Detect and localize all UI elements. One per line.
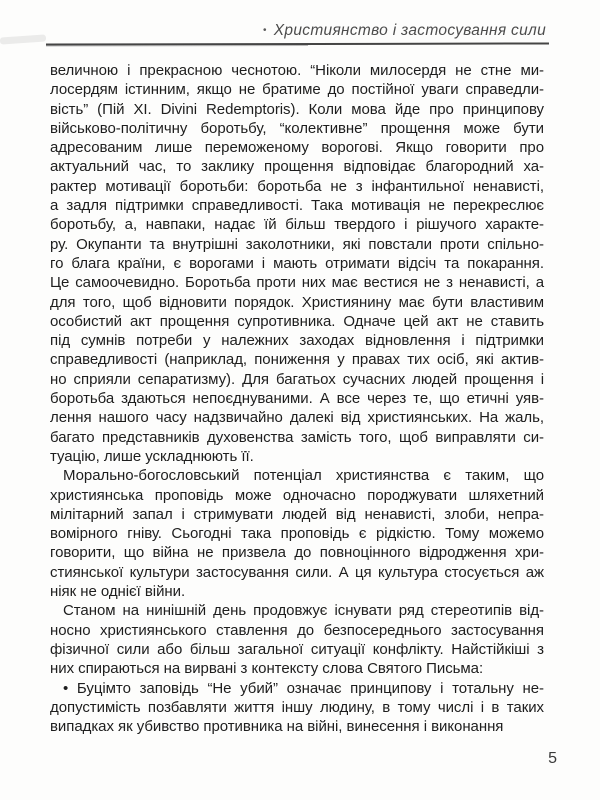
paragraph xyxy=(50,466,544,601)
text-line: християнська проповідь може одночасно породжувати шляхетний xyxy=(50,486,544,504)
body-text-block xyxy=(50,61,544,736)
paragraph xyxy=(50,61,544,466)
text-line: а задля підтримки справедливості. Така мотивація не перекреслює xyxy=(50,197,544,215)
header-bullet-icon: • xyxy=(262,25,267,36)
paragraph xyxy=(50,679,544,737)
text-line: лосердям істинним, якщо не братиме до постійної уваги справедли- xyxy=(50,81,544,99)
scan-smudge-artifact xyxy=(0,34,46,44)
text-line: ніяк не однієї війни. xyxy=(50,583,186,601)
text-line: носно християнського ставлення до безпосереднього застосування xyxy=(50,621,544,639)
text-line: вість” (Пій XI. Divini Redemptoris). Коли мова йде про принципову xyxy=(50,100,544,118)
text-line: багато представників духовенства замість того, щоб виправляти си- xyxy=(50,428,544,446)
text-line: під сумнів потреби у належних заходах відновлення і підтримки xyxy=(50,332,544,350)
text-line: стиянської культури застосування сили. А ця культура стосується аж xyxy=(50,563,544,581)
text-line: них спираються на вирвані з контексту слова Святого Письма: xyxy=(50,660,484,678)
text-line: мілітарний запал і стримувати людей від ненависті, злоби, непра- xyxy=(50,505,544,523)
text-line: особистий акт прощення супротивника. Одначе цей акт не ставить xyxy=(50,312,544,330)
running-header-title: Християнство і застосування сили xyxy=(273,22,546,39)
text-line: випадках як убивство противника на війні, винесення і виконання xyxy=(50,718,504,736)
text-line: військово-політичну боротьбу, “колективне” прощення може бути xyxy=(50,119,544,137)
text-line: туацію, лише ускладнюють її. xyxy=(50,447,254,465)
text-line: фізичної сили або більш загальної ситуації конфлікту. Найстійкіші з xyxy=(50,640,544,658)
text-line: актуальний час, то заклику прощення відповідає благородний ха- xyxy=(50,158,544,176)
text-line: говорити, що війна не призвела до повноцінного відродження хри- xyxy=(50,544,544,562)
header-rule-divider xyxy=(46,42,549,45)
text-line: рактер мотивації боротьби: боротьба не з інфантильної ненависті, xyxy=(50,177,544,195)
text-line: Станом на нинішній день продовжує існувати ряд стереотипів від- xyxy=(63,602,544,620)
text-line: допустимість позбавляти життя іншу людину, в тому числі і в таких xyxy=(50,698,544,716)
text-line: боротьба здаються непоєднуваними. А все через те, що етичні уяв- xyxy=(50,390,544,408)
text-line: но сприяли сепаратизму). Для багатьох сучасних людей прощення і xyxy=(50,370,544,388)
paragraph xyxy=(50,601,544,678)
text-line: величною і прекрасною чеснотою. “Ніколи милосердя не стне ми- xyxy=(50,62,544,79)
text-line: вомірного гніву. Сьогодні така проповідь є рідкістю. Тому можемо xyxy=(50,525,544,543)
page-number: 5 xyxy=(548,750,557,767)
text-line: боротьбу, а, навпаки, надає їй більш твердого і рішучого характе- xyxy=(50,216,544,234)
text-line: Морально-богословський потенціал християнства є таким, що xyxy=(63,467,544,485)
text-line: адресованим лише переможеному ворогові. Якщо говорити про xyxy=(50,139,544,157)
text-line: лення нашого часу надзвичайно далекі від християнських. На жаль, xyxy=(50,409,544,427)
running-header xyxy=(50,22,546,40)
text-line: справедливості (наприклад, пониження у правах тих осіб, які актив- xyxy=(50,351,544,369)
text-line: для того, щоб відновити порядок. Християнину має бути властивим xyxy=(50,293,544,311)
text-line: го блага країни, є ворогами і мають отримати відсіч та покарання. xyxy=(50,254,544,272)
text-line: Це самоочевидно. Боротьба проти них має вестися не з ненависті, а xyxy=(50,274,544,292)
text-line: • Буцімто заповідь “Не убий” означає принципову і тотальну не- xyxy=(63,679,544,697)
text-line: ру. Окупанти та внутрішні заколотники, які повстали проти спільно- xyxy=(50,235,544,253)
